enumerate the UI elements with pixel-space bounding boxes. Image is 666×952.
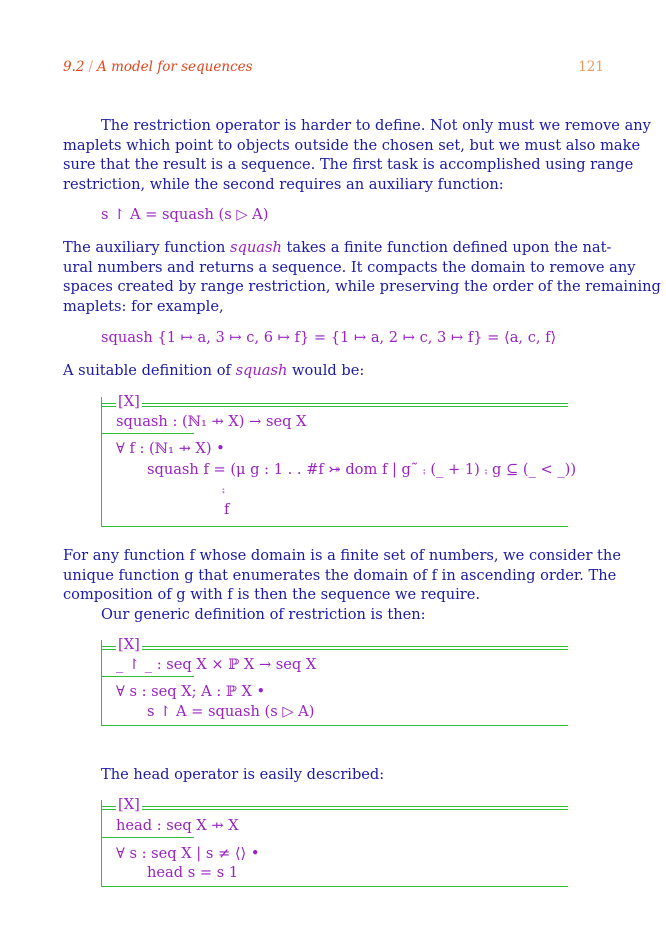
schema-squash — [101, 393, 577, 527]
schema-divider — [102, 676, 194, 677]
schema-compose-symbol: ⨾ — [222, 480, 225, 497]
equation-restriction: s ↾ A = squash (s ▷ A) — [101, 206, 269, 223]
header-separator: / — [88, 59, 94, 75]
schema-predicate-line: ∀ s : seq X; A : ℙ X • — [116, 683, 266, 700]
schema-head — [101, 796, 568, 887]
paragraph-suitable-definition: A suitable definition of squash would be: — [63, 362, 365, 379]
schema-predicate-line: squash f = (μ g : 1 . . #f ⤖ dom f | g˜ ⨾ (_ + 1) ⨾ g ⊆ (_ < _)) — [147, 461, 577, 478]
running-header — [63, 59, 253, 75]
schema-divider — [102, 837, 194, 838]
schema-header — [102, 636, 568, 654]
schema-predicate-line: head s = s 1 — [147, 864, 239, 881]
generic-parameter: [X] — [118, 796, 140, 813]
schema-declaration: _ ↾ _ : seq X × ℙ X → seq X — [116, 656, 317, 673]
schema-predicate-line: ∀ s : seq X | s ≠ ⟨⟩ • — [116, 845, 260, 862]
schema-predicate-line: ∀ f : (ℕ₁ ⇸ X) • — [116, 440, 225, 457]
generic-parameter: [X] — [118, 393, 140, 410]
page-number: 121 — [578, 59, 604, 75]
generic-parameter: [X] — [118, 636, 140, 653]
schema-declaration: head : seq X ⇸ X — [116, 817, 239, 834]
schema-bottom-rule — [102, 725, 568, 726]
schema-restriction — [101, 636, 568, 726]
schema-header — [102, 796, 568, 814]
equation-squash-example: squash {1 ↦ a, 3 ↦ c, 6 ↦ f} = {1 ↦ a, 2 ↦ c, 3 ↦ f} = ⟨a, c, f⟩ — [101, 329, 557, 346]
paragraph-head-operator: The head operator is easily described: — [101, 766, 385, 783]
schema-declaration: squash : (ℕ₁ ⇸ X) → seq X — [116, 413, 307, 430]
paragraph-restriction-intro: The restriction operator is harder to define. Not only must we remove any maplets which point to objects outside the chosen set, but we must also make sure that the result is a sequence. The first task is accomplished using range restriction, while the second requires an auxiliary function: — [63, 117, 651, 193]
paragraph-squash-description: The auxiliary function squash takes a finite function defined upon the nat- ural numbers and returns a sequence. It compacts the domain to remove any spaces created by range restriction, while preserving the order of the remaining maplets: for example, — [63, 239, 661, 315]
section-number: 9.2 — [63, 59, 85, 75]
schema-predicate-line: s ↾ A = squash (s ▷ A) — [147, 703, 315, 720]
schema-divider — [102, 433, 194, 434]
section-title: A model for sequences — [97, 59, 253, 75]
schema-predicate-line: f — [224, 501, 230, 518]
schema-bottom-rule — [102, 526, 568, 527]
schema-header — [102, 393, 568, 411]
schema-bottom-rule — [102, 886, 568, 887]
paragraph-function-g: For any function f whose domain is a finite set of numbers, we consider the unique function g that enumerates the domain of f in ascending order. The composition of g with f is then the sequence we require. Our generic definition of restriction is then: — [63, 547, 621, 623]
